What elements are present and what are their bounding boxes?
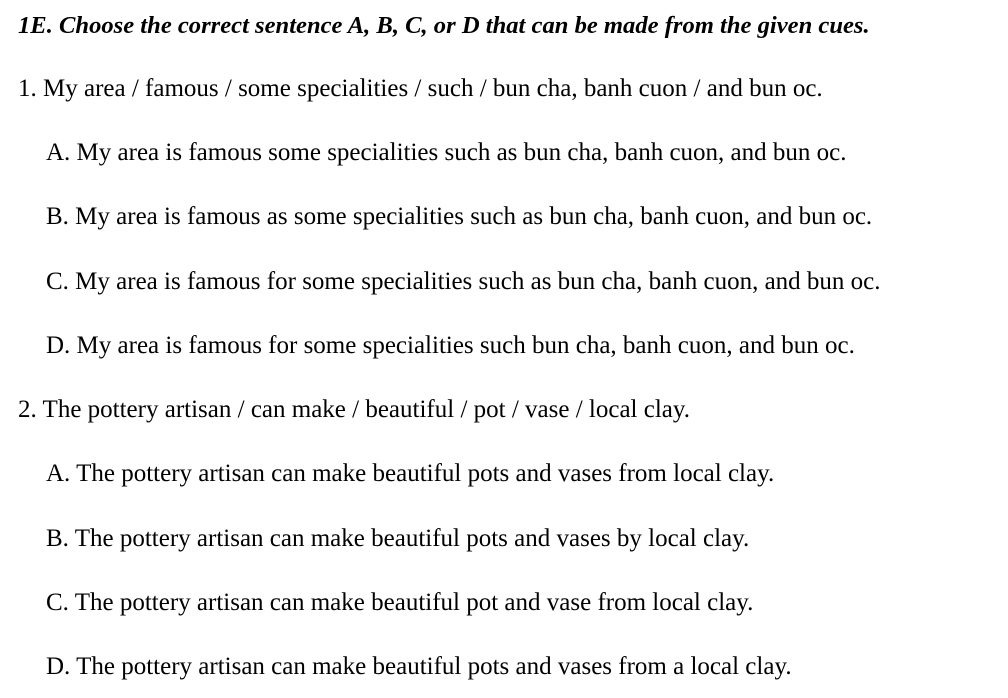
- question-2-prompt: 2. The pottery artisan / can make / beautiful / pot / vase / local clay.: [18, 396, 690, 423]
- question-1-option-c: C. My area is famous for some specialities such as bun cha, banh cuon, and bun oc.: [46, 268, 881, 295]
- exercise-heading: 1E. Choose the correct sentence A, B, C, or D that can be made from the given cues.: [18, 12, 870, 39]
- question-1-option-a: A. My area is famous some specialities such as bun cha, banh cuon, and bun oc.: [46, 139, 847, 166]
- question-1-option-d: D. My area is famous for some specialities such bun cha, banh cuon, and bun oc.: [46, 332, 855, 359]
- question-2-option-d: D. The pottery artisan can make beautiful pots and vases from a local clay.: [46, 653, 792, 680]
- question-1-prompt: 1. My area / famous / some specialities / such / bun cha, banh cuon / and bun oc.: [18, 75, 823, 102]
- question-2-option-c: C. The pottery artisan can make beautiful pot and vase from local clay.: [46, 589, 754, 616]
- question-2-option-b: B. The pottery artisan can make beautiful pots and vases by local clay.: [46, 525, 750, 552]
- question-1-option-b: B. My area is famous as some specialities such as bun cha, banh cuon, and bun oc.: [46, 203, 873, 230]
- question-2-option-a: A. The pottery artisan can make beautiful pots and vases from local clay.: [46, 460, 775, 487]
